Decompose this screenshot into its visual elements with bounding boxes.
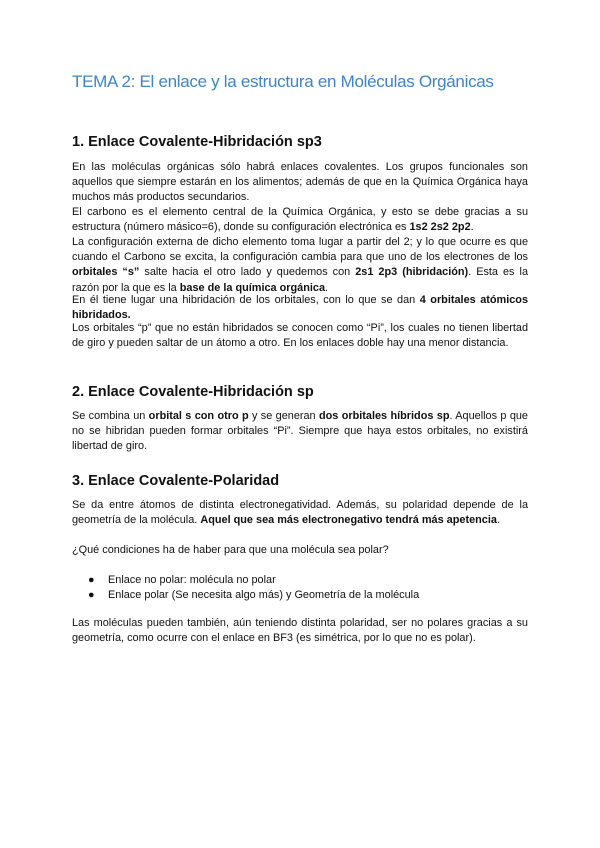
section-3-heading: 3. Enlace Covalente-Polaridad [72,473,280,489]
list-item: ● Enlace no polar: molécula no polar [72,573,419,588]
section-1-paragraph-5: Los orbitales “p” que no están hibridados se conocen como “Pi”, los cuales no tienen libertad de giro y pueden saltar de un átomo a otro. En los enlaces doble hay una menor distancia. [72,322,528,350]
section-3-paragraph-2: Las moléculas pueden también, aún teniendo distinta polaridad, ser no polares gracias a su geometría, como ocurre con el enlace en BF3 (es simétrica, por lo que no es polar). [72,617,528,645]
section-1-paragraph-4: En él tiene lugar una hibridación de los orbitales, con lo que se dan 4 orbitales atómicos hibridados. [72,294,528,322]
bullet-icon: ● [88,574,95,586]
section-3-paragraph-1: Se da entre átomos de distinta electronegatividad. Además, su polaridad depende de la geometría de la molécula. Aquel que sea más electronegativo tendrá más apetencia. [72,499,528,527]
bullet-icon: ● [88,589,95,602]
list-item: ● Enlace polar (Se necesita algo más) y Geometría de la molécula [72,588,419,603]
section-3-bullet-list [72,573,419,603]
section-3-question: ¿Qué condiciones ha de haber para que una molécula sea polar? [72,544,389,556]
section-1-paragraph-3: La configuración externa de dicho elemento toma lugar a partir del 2; y lo que ocurre es que cuando el Carbono se excita, la configuración cambia para que uno de los electrones de los orbitales “s” salte hacia el otro lado y quedemos con 2s1 2p3 (hibridación). Esta es la razón por la que es la base de la química orgánica. [72,236,528,294]
section-1-paragraph-1: En las moléculas orgánicas sólo habrá enlaces covalentes. Los grupos funcionales son aquellos que siempre estarán en los alimentos; además de que en la Química Orgánica haya muchos más productos secundarios. [72,161,528,204]
document-title: TEMA 2: El enlace y la estructura en Moléculas Orgánicas [72,72,494,91]
section-1-paragraph-2: El carbono es el elemento central de la Química Orgánica, y esto se debe gracias a su estructura (número másico=6), donde su configuración electrónica es 1s2 2s2 2p2. [72,206,528,234]
section-2-paragraph: Se combina un orbital s con otro p y se generan dos orbitales híbridos sp. Aquellos p que no se hibridan pueden formar orbitales “Pi”. Siempre que haya estos orbitales, no existirá libertad de giro. [72,410,528,453]
section-2-heading: 2. Enlace Covalente-Hibridación sp [72,384,314,400]
section-1-heading: 1. Enlace Covalente-Hibridación sp3 [72,134,322,150]
